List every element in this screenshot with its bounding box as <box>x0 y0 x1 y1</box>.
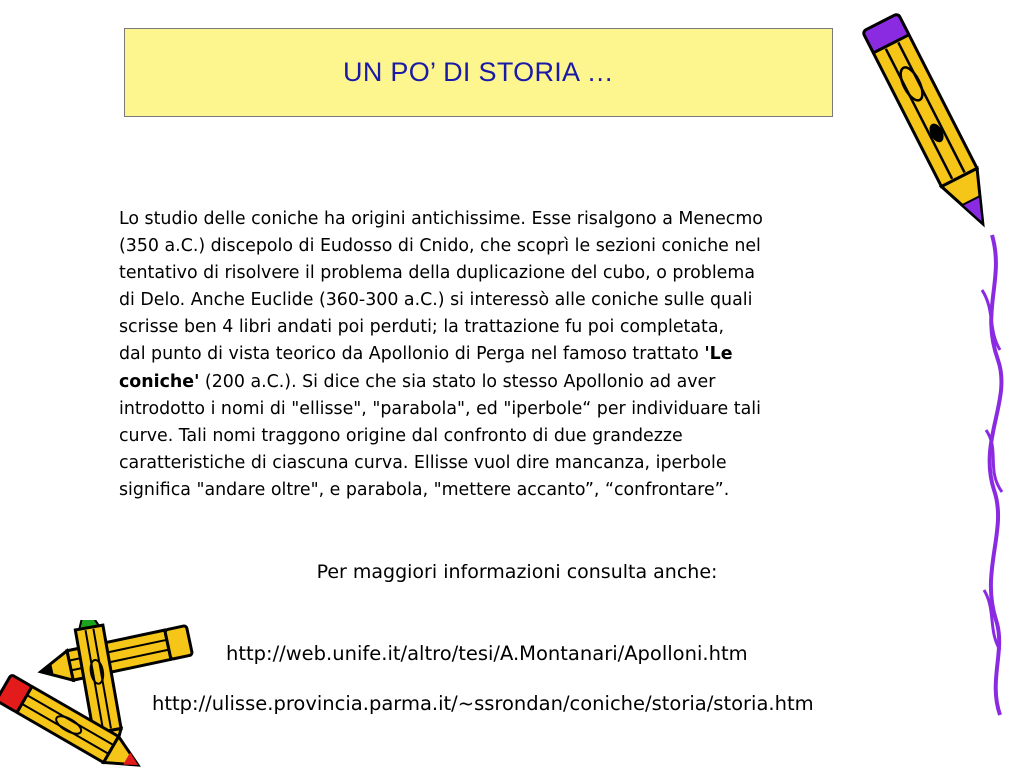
more-info-label: Per maggiori informazioni consulta anche: <box>316 561 718 583</box>
book-title-part2: coniche' <box>119 371 200 392</box>
body-line: scrisse ben 4 libri andati poi perduti; la trattazione fu poi completata, <box>119 317 725 338</box>
body-line: curve. Tali nomi traggono origine dal confronto di due grandezze <box>119 425 683 446</box>
body-line: significa "andare oltre", e parabola, "mettere accanto”, “confrontare”. <box>119 479 730 500</box>
body-line: caratteristiche di ciascuna curva. Ellisse vuol dire mancanza, iperbole <box>119 452 727 473</box>
title-box <box>124 28 833 117</box>
body-text-segment: dal punto di vista teorico da Apollonio di Perga nel famoso trattato <box>119 344 705 365</box>
body-line: introdotto i nomi di "ellisse", "parabola", ed "iperbole“ per individuare tali <box>119 398 761 419</box>
body-line <box>119 341 901 368</box>
page-title: UN PO’ DI STORIA … <box>343 57 614 87</box>
link-montanari[interactable]: http://web.unife.it/altro/tesi/A.Montanari/Apolloni.htm <box>226 642 748 665</box>
body-line: (350 a.C.) discepolo di Eudosso di Cnido, che scoprì le sezioni coniche nel <box>119 236 761 257</box>
pencils-cluster-icon <box>0 620 215 768</box>
book-title-part1: 'Le <box>704 344 733 365</box>
body-line <box>119 369 901 396</box>
body-text-segment: (200 a.C.). Si dice che sia stato lo stesso Apollonio ad aver <box>199 371 716 392</box>
body-line: di Delo. Anche Euclide (360-300 a.C.) si interessò alle coniche sulle quali <box>119 290 753 311</box>
wavy-line-decoration <box>960 230 1024 720</box>
body-line: Lo studio delle coniche ha origini antichissime. Esse risalgono a Menecmo <box>119 209 763 229</box>
link-ulisse[interactable]: http://ulisse.provincia.parma.it/~ssrondan/coniche/storia/storia.htm <box>152 692 814 715</box>
body-paragraph <box>119 206 901 504</box>
body-line: tentativo di risolvere il problema della duplicazione del cubo, o problema <box>119 263 755 284</box>
pencil-icon <box>860 4 1005 244</box>
